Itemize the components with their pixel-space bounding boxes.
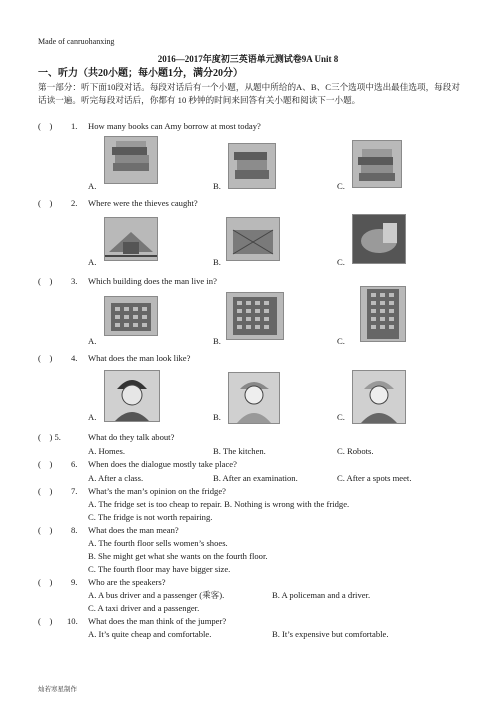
picture-place-c bbox=[352, 214, 406, 264]
question-text: How many books can Amy borrow at most today? bbox=[88, 121, 261, 131]
answer-bracket: ( ) bbox=[38, 459, 53, 469]
answer-bracket: ( ) bbox=[38, 276, 53, 286]
answer-bracket: ( ) bbox=[38, 198, 53, 208]
instructions-paragraph: 第一部分：听下面10段对话。每段对话后有一个小题，从题中所给的A、B、C三个选项中选出最佳选项，每段对话读一遍。听完每段对话后，你都有 10 秒钟的时间来回答有关小题和阅读下一小题。 bbox=[38, 82, 460, 105]
option-c: C. bbox=[337, 412, 345, 422]
picture-place-b bbox=[226, 217, 280, 261]
option-b: B. After an examination. bbox=[213, 473, 298, 483]
question-text: What does the man look like? bbox=[88, 353, 191, 363]
picture-man-a bbox=[104, 370, 160, 422]
option-line: B. She might get what she wants on the fourth floor. bbox=[88, 551, 268, 561]
question-number: 6. bbox=[71, 459, 78, 469]
option-b: B. bbox=[213, 257, 221, 267]
question-number: 9. bbox=[71, 577, 78, 587]
picture-books-a bbox=[104, 136, 158, 184]
answer-bracket: ( ) 5. bbox=[38, 432, 61, 442]
question-number: 3. bbox=[71, 276, 78, 286]
picture-building-b bbox=[226, 292, 284, 340]
picture-building-c bbox=[360, 286, 406, 342]
option-a: A. bbox=[88, 412, 97, 422]
option-c: C. Robots. bbox=[337, 446, 374, 456]
question-text: Which building does the man live in? bbox=[88, 276, 217, 286]
option-c: C. bbox=[337, 181, 345, 191]
answer-bracket: ( ) bbox=[38, 353, 53, 363]
question-text: Who are the speakers? bbox=[88, 577, 166, 587]
option-b: B. bbox=[213, 412, 221, 422]
answer-bracket: ( ) bbox=[38, 577, 53, 587]
question-text: What does the man think of the jumper? bbox=[88, 616, 227, 626]
option-c: C. bbox=[337, 336, 345, 346]
question-text: Where were the thieves caught? bbox=[88, 198, 198, 208]
section-heading: 一、听力（共20小题；每小题1分，满分20分） bbox=[38, 68, 243, 79]
option-line: C. The fridge is not worth repairing. bbox=[88, 512, 213, 522]
option-a: A. bbox=[88, 181, 97, 191]
answer-bracket: ( ) bbox=[38, 121, 53, 131]
question-text: What do they talk about? bbox=[88, 432, 175, 442]
answer-bracket: ( ) bbox=[38, 616, 53, 626]
option-line: B. It’s expensive but comfortable. bbox=[272, 629, 389, 639]
picture-books-b bbox=[228, 143, 276, 189]
option-line: C. A taxi driver and a passenger. bbox=[88, 603, 200, 613]
option-line: A. The fridge set is too cheap to repair. B. Nothing is wrong with the fridge. bbox=[88, 499, 350, 509]
picture-building-a bbox=[104, 296, 158, 336]
question-number: 2. bbox=[71, 198, 78, 208]
option-b: B. The kitchen. bbox=[213, 446, 266, 456]
question-text: What’s the man’s opinion on the fridge? bbox=[88, 486, 226, 496]
option-line: A. A bus driver and a passenger (乘客). bbox=[88, 590, 225, 600]
question-number: 10. bbox=[67, 616, 78, 626]
option-line: A. It’s quite cheap and comfortable. bbox=[88, 629, 212, 639]
page-footer: 灿若寒星制作 bbox=[38, 686, 77, 693]
option-b: B. bbox=[213, 181, 221, 191]
question-number: 4. bbox=[71, 353, 78, 363]
option-line: A. The fourth floor sells women’s shoes. bbox=[88, 538, 228, 548]
option-a: A. bbox=[88, 336, 97, 346]
option-c: C. After a spots meet. bbox=[337, 473, 412, 483]
picture-man-c bbox=[352, 370, 406, 424]
option-line: C. The fourth floor may have bigger size. bbox=[88, 564, 231, 574]
picture-man-b bbox=[228, 372, 280, 424]
option-a: A. bbox=[88, 257, 97, 267]
option-b: B. bbox=[213, 336, 221, 346]
question-number: 7. bbox=[71, 486, 78, 496]
answer-bracket: ( ) bbox=[38, 486, 53, 496]
question-text: When does the dialogue mostly take place? bbox=[88, 459, 237, 469]
picture-books-c bbox=[352, 140, 402, 188]
document-header: Made of canruohanxing bbox=[38, 37, 115, 46]
option-c: C. bbox=[337, 257, 345, 267]
question-text: What does the man mean? bbox=[88, 525, 179, 535]
option-a: A. After a class. bbox=[88, 473, 144, 483]
question-number: 1. bbox=[71, 121, 78, 131]
option-line: B. A policeman and a driver. bbox=[272, 590, 371, 600]
page-title: 2016—2017年度初三英语单元测试卷9A Unit 8 bbox=[157, 54, 339, 64]
option-a: A. Homes. bbox=[88, 446, 125, 456]
question-number: 8. bbox=[71, 525, 78, 535]
picture-place-a bbox=[104, 217, 158, 261]
answer-bracket: ( ) bbox=[38, 525, 53, 535]
